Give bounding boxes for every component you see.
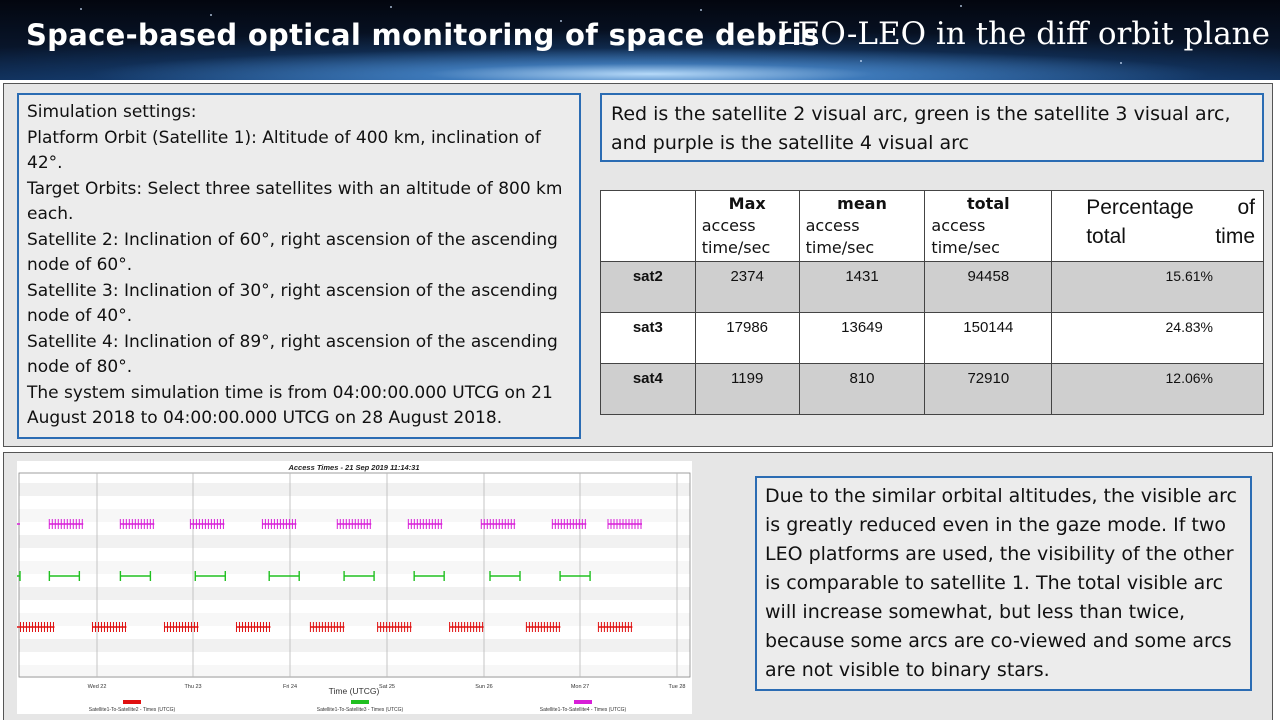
total-access-cell: 72910 [925, 364, 1052, 415]
chart-xlabel: Time (UTCG) [328, 686, 380, 696]
header-banner [0, 0, 1280, 80]
max-access-cell: 2374 [695, 262, 799, 313]
row-label: sat4 [601, 364, 696, 415]
x-tick-label: Sun 26 [475, 684, 493, 690]
row-label: sat2 [601, 262, 696, 313]
settings-line: Satellite 2: Inclination of 60°, right ascension of the ascending node of 60°. [27, 229, 558, 275]
settings-line: Target Orbits: Select three satellites with an altitude of 800 km each. [27, 178, 563, 224]
table-row [601, 313, 1264, 364]
row-label: sat3 [601, 313, 696, 364]
plot-band [19, 483, 690, 496]
settings-line: Satellite 3: Inclination of 30°, right ascension of the ascending node of 40°. [27, 280, 558, 326]
percentage-cell: 12.06% [1052, 364, 1264, 415]
table-row [601, 262, 1264, 313]
x-tick-label: Sat 25 [379, 684, 395, 690]
settings-line: The system simulation time is from 04:00:00.000 UTCG on 21 August 2018 to 04:00:00.000 UTCG on 28 August 2018. [27, 382, 553, 428]
plot-band [19, 535, 690, 548]
percentage-cell: 24.83% [1052, 313, 1264, 364]
settings-line: Satellite 4: Inclination of 89°, right ascension of the ascending node of 80°. [27, 331, 558, 377]
header-empty-cell [601, 191, 696, 262]
max-access-cell: 17986 [695, 313, 799, 364]
percentage-cell: 15.61% [1052, 262, 1264, 313]
settings-line: Platform Orbit (Satellite 1): Altitude of 400 km, inclination of 42°. [27, 127, 541, 173]
page-subtitle: LEO-LEO in the diff orbit plane [777, 16, 1270, 52]
total-access-cell: 150144 [925, 313, 1052, 364]
legend-label: Satellite1-To-Satellite3 - Times (UTCG) [316, 707, 404, 713]
legend-label: Satellite1-To-Satellite4 - Times (UTCG) [539, 707, 627, 713]
max-access-cell: 1199 [695, 364, 799, 415]
x-tick-label: Mon 27 [570, 684, 590, 690]
settings-line: Simulation settings: [27, 102, 197, 122]
access-times-chart [17, 461, 692, 714]
legend-swatch [574, 700, 592, 704]
plot-band [19, 639, 690, 652]
legend-label: Satellite1-To-Satellite2 - Times (UTCG) [88, 707, 176, 713]
access-stats-table [600, 190, 1264, 415]
table-row [601, 364, 1264, 415]
page-title: Space-based optical monitoring of space debris [26, 18, 820, 52]
plot-band [19, 509, 690, 522]
header-total-access: total access time/sec [925, 191, 1052, 262]
table-header-row [601, 191, 1264, 262]
x-tick-label: Thu 23 [184, 684, 202, 690]
simulation-settings-box [17, 93, 581, 439]
header-mean-access: mean access time/sec [799, 191, 925, 262]
mean-access-cell: 13649 [799, 313, 925, 364]
x-tick-label: Tue 28 [668, 684, 686, 690]
chart-title: Access Times - 21 Sep 2019 11:14:31 [288, 463, 420, 472]
mean-access-cell: 1431 [799, 262, 925, 313]
plot-band [19, 587, 690, 600]
legend-swatch [351, 700, 369, 704]
analysis-description-box: Due to the similar orbital altitudes, the visible arc is greatly reduced even in the gaze mode. If two LEO platforms are used, the visibility of the other is comparable to satellite 1. The total visible arc will increase somewhat, but less than twice, because some arcs are co-viewed and some arcs are not visible to binary stars. [755, 476, 1252, 691]
legend-swatch [123, 700, 141, 704]
plot-band [19, 561, 690, 574]
mean-access-cell: 810 [799, 364, 925, 415]
header-percentage: Percentage of total time [1052, 191, 1264, 262]
plot-band [19, 665, 690, 678]
header-max-access: Max access time/sec [695, 191, 799, 262]
color-legend-note: Red is the satellite 2 visual arc, green is the satellite 3 visual arc, and purple is the satellite 4 visual arc [600, 93, 1264, 162]
total-access-cell: 94458 [925, 262, 1052, 313]
x-tick-label: Wed 22 [87, 684, 107, 690]
x-tick-label: Fri 24 [282, 684, 298, 690]
